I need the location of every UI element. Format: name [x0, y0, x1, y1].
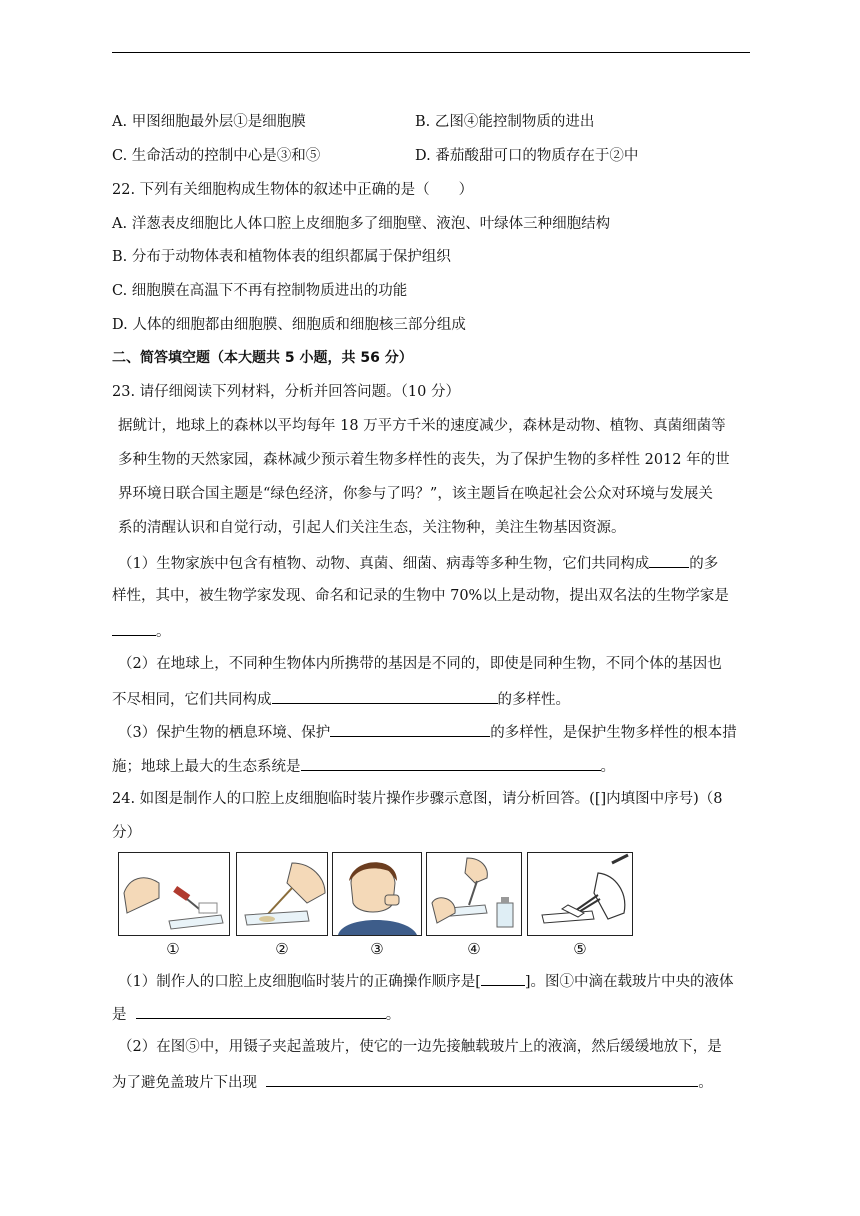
figure-label: ①	[166, 940, 180, 958]
q21-option-b: B. 乙图④能控制物质的进出	[415, 114, 595, 130]
answer-blank[interactable]	[272, 688, 498, 704]
step-1-dropper-figure	[118, 852, 230, 936]
step-2-swab-figure	[236, 852, 328, 936]
q23-stem: 23. 请仔细阅读下列材料，分析并回答问题。（10 分）	[112, 384, 460, 400]
q23-part3-text-end: 的多样性，是保护生物多样性的根本措	[490, 725, 737, 741]
figure-label: ⑤	[573, 940, 587, 958]
q23-part1-line2: 样性，其中，被生物学家发现、命名和记录的生物中 70%以上是动物，提出双名法的生物学家是	[112, 588, 729, 604]
q24-part1-text2: 是	[112, 1007, 127, 1023]
answer-blank[interactable]	[266, 1071, 698, 1087]
q24-part1-line1	[118, 970, 734, 992]
q22-option-a: A. 洋葱表皮细胞比人体口腔上皮细胞多了细胞壁、液泡、叶绿体三种细胞结构	[112, 216, 611, 232]
q23-part3-line2	[112, 755, 615, 777]
answer-blank[interactable]	[301, 755, 601, 771]
q24-part1-end: 。	[385, 1007, 401, 1023]
answer-blank[interactable]	[112, 620, 156, 636]
q22-option-c: C. 细胞膜在高温下不再有控制物质进出的功能	[112, 283, 408, 299]
q23-part1-end: 。	[156, 624, 171, 640]
answer-blank[interactable]	[330, 721, 490, 737]
q24-part1-mid: ]。图①中滴在载玻片中央的液体	[524, 974, 734, 990]
q24-part1-text: （1）制作人的口腔上皮细胞临时装片的正确操作顺序是[	[118, 974, 481, 990]
answer-blank[interactable]	[649, 552, 689, 568]
q23-part2-line2	[112, 688, 570, 710]
q23-part3-text2: 施；地球上最大的生态系统是	[112, 759, 301, 775]
q22-option-b: B. 分布于动物体表和植物体表的组织都属于保护组织	[112, 249, 451, 265]
q23-part3-text: （3）保护生物的栖息环境、保护	[118, 725, 331, 741]
q24-part2-line1: （2）在图⑤中，用镊子夹起盖玻片，使它的一边先接触载玻片上的液滴，然后缓缓地放下，是	[118, 1039, 722, 1055]
q24-part2-line2	[112, 1071, 713, 1093]
answer-blank[interactable]	[136, 1003, 386, 1019]
step-5-tweezers-figure	[527, 852, 633, 936]
q21-option-d: D. 番茄酸甜可口的物质存在于②中	[415, 148, 639, 164]
q23-passage-line: 系的清醒认识和自觉行动，引起人们关注生态，关注物种，美注生物基因资源。	[118, 520, 626, 536]
figure-label: ③	[370, 940, 384, 958]
q22-option-d: D. 人体的细胞都由细胞膜、细胞质和细胞核三部分组成	[112, 317, 466, 333]
q23-part2-end: 的多样性。	[497, 692, 570, 708]
q22-stem: 22. 下列有关细胞构成生物体的叙述中正确的是（ ）	[112, 182, 474, 198]
q24-part2-text: 为了避免盖玻片下出现	[112, 1075, 257, 1091]
q23-part3-line1	[118, 721, 737, 743]
step-3-person-figure	[332, 852, 422, 936]
figure-label: ④	[467, 940, 481, 958]
q23-part2-line1: （2）在地球上，不同种生物体内所携带的基因是不同的，即使是同种生物，不同个体的基因也	[118, 656, 722, 672]
q24-part1-line2	[112, 1003, 400, 1025]
q24-stem: 24. 如图是制作人的口腔上皮细胞临时装片操作步骤示意图，请分析回答。([]内填图中序号)（8	[112, 791, 723, 807]
q24-part2-end: 。	[698, 1075, 713, 1091]
q23-part1-text-end: 的多	[689, 556, 719, 572]
q23-passage-line: 多种生物的天然家园，森林减少预示着生物多样性的丧失，为了保护生物的多样性 2012 年的世	[118, 452, 730, 468]
q21-option-a: A. 甲图细胞最外层①是细胞膜	[112, 114, 306, 130]
section-title: 二、简答填空题（本大题共 5 小题，共 56 分）	[112, 350, 413, 366]
q23-passage-line: 据鱿计，地球上的森林以平均每年 18 万平方千米的速度减少，森林是动物、植物、真菌细菌等	[118, 418, 726, 434]
q21-option-c: C. 生命活动的控制中心是③和⑤	[112, 148, 321, 164]
answer-blank[interactable]	[481, 970, 525, 986]
step-4-stain-figure	[426, 852, 522, 936]
q23-part1-text: （1）生物家族中包含有植物、动物、真菌、细菌、病毒等多种生物，它们共同构成	[118, 556, 650, 572]
header-rule	[112, 52, 750, 53]
q23-part1-line1	[118, 552, 718, 574]
q23-part1-line3	[112, 620, 171, 642]
q23-passage-line: 界环境日联合国主题是“绿色经济，你参与了吗？”，该主题旨在唤起社会公众对环境与发展关	[118, 486, 713, 502]
q24-stem-cont: 分）	[112, 825, 141, 841]
figure-label: ②	[275, 940, 289, 958]
q23-part3-end: 。	[600, 759, 615, 775]
q23-part2-text: 不尽相同，它们共同构成	[112, 692, 272, 708]
